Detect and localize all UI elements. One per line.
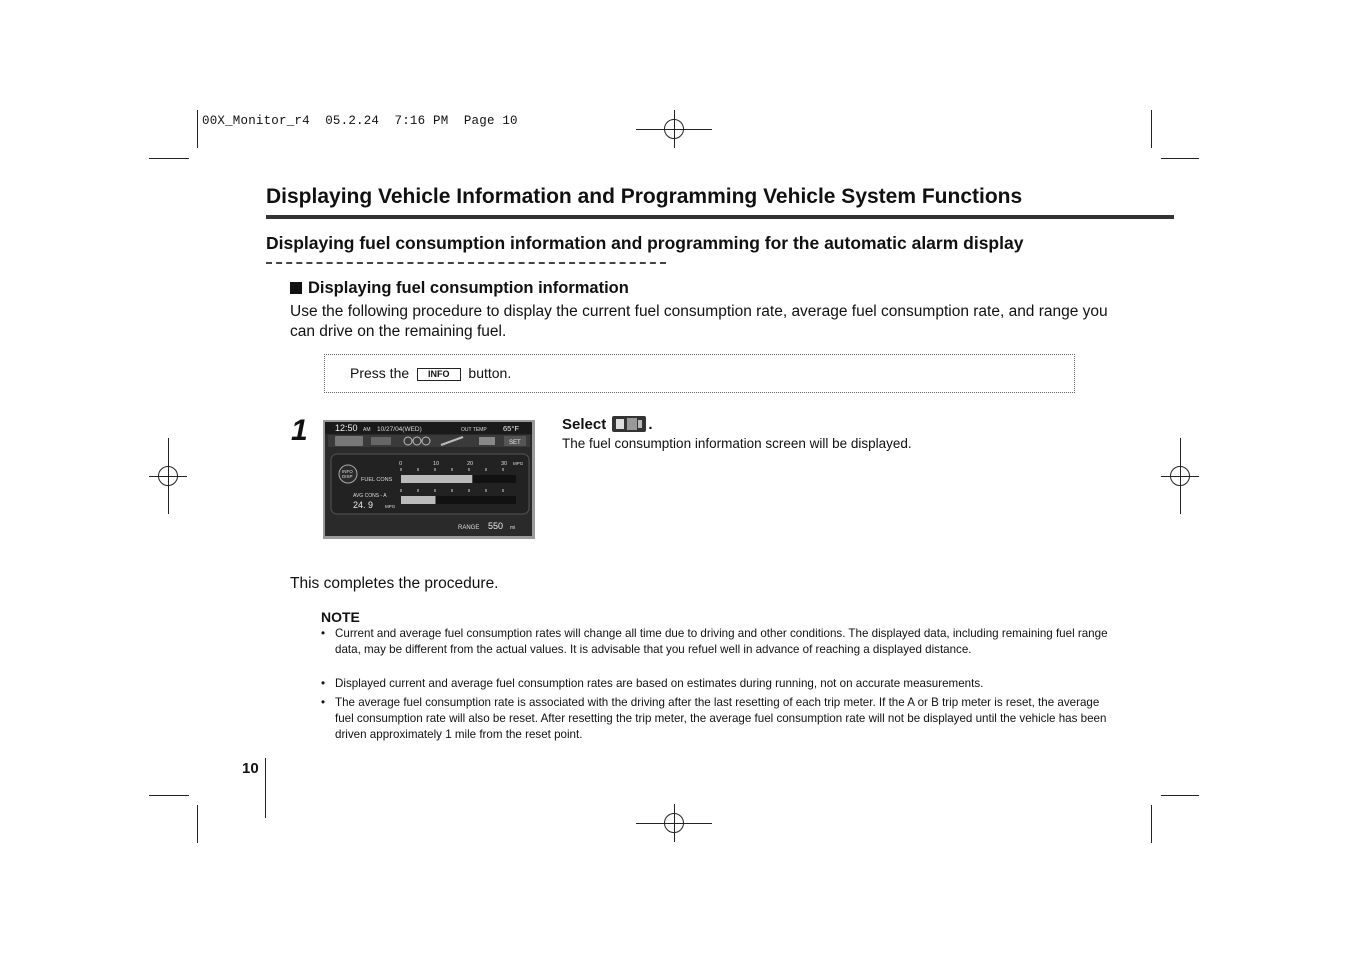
note-text: The average fuel consumption rate is associated with the driving after the last resetting of each trip meter. If the A or B trip meter is reset, the average fuel consumption rate will also be reset. After resetting the trip meter, the average fuel consumption rate will not be displayed until the vehicle has been driven approximately 1 mile from the reset point. bbox=[335, 696, 1107, 741]
bullet-dot-icon: • bbox=[321, 677, 326, 690]
registration-mark bbox=[664, 119, 684, 139]
screen-ampm: AM bbox=[363, 427, 371, 433]
screen-date: 10/27/04(WED) bbox=[377, 426, 422, 433]
screen-scale-tick-label: 10 bbox=[433, 461, 440, 467]
screen-avg-cons-unit: MPG bbox=[385, 504, 396, 509]
fuel-consumption-screen bbox=[323, 420, 535, 539]
screen-settings-icon bbox=[479, 437, 495, 445]
screen-range-unit: mi bbox=[510, 525, 516, 531]
screen-avg-cons-bar bbox=[401, 496, 436, 504]
screen-out-temp-label: OUT TEMP bbox=[461, 427, 487, 433]
print-slug: 00X_Monitor_r4 05.2.24 7:16 PM Page 10 bbox=[202, 114, 518, 128]
press-text-before: Press the bbox=[350, 365, 410, 381]
registration-mark bbox=[1170, 466, 1190, 486]
screen-disp-label: DISP bbox=[342, 474, 353, 479]
note-text: Current and average fuel consumption rates will change all time due to driving and other conditions. The displayed data, including remaining fuel range data, may be different from the actual values. It is advisable that you refuel well in advance of reaching a displayed distance. bbox=[335, 627, 1108, 656]
section-dash-rule bbox=[266, 262, 666, 264]
square-bullet-icon bbox=[290, 282, 302, 294]
note-item bbox=[321, 695, 1121, 743]
select-end: . bbox=[648, 416, 653, 433]
screen-fuel-cons-label: FUEL CONS bbox=[361, 477, 393, 483]
bullet-dot-icon: • bbox=[321, 627, 326, 640]
crop-mark bbox=[149, 795, 189, 796]
screen-avg-cons-label: AVG CONS - A bbox=[353, 493, 387, 499]
screen-range-label: RANGE bbox=[458, 525, 480, 531]
crop-mark bbox=[149, 158, 189, 159]
page-number: 10 bbox=[242, 760, 259, 777]
select-description: The fuel consumption information screen will be displayed. bbox=[562, 436, 912, 451]
subsection-title bbox=[290, 279, 629, 298]
screen-range-value: 550 bbox=[488, 521, 504, 531]
note-item bbox=[321, 626, 1121, 674]
subsection-title-text: Displaying fuel consumption information bbox=[308, 279, 629, 297]
screen-time: 12:50 bbox=[335, 423, 358, 433]
note-text: Displayed current and average fuel consumption rates are based on estimates during running, not on accurate measurements. bbox=[335, 677, 984, 690]
registration-mark bbox=[664, 813, 684, 833]
screen-fuel-cons-bar bbox=[401, 475, 472, 483]
press-text-after: button. bbox=[468, 365, 512, 381]
screen-book-icon bbox=[371, 437, 391, 445]
title-rule bbox=[266, 215, 1174, 219]
screen-out-temp: 65°F bbox=[503, 424, 519, 433]
select-instruction bbox=[562, 416, 653, 433]
note-heading: NOTE bbox=[321, 609, 360, 625]
intro-paragraph: Use the following procedure to display the current fuel consumption rate, average fuel consumption rate, and range you can drive on the remaining fuel. bbox=[290, 303, 1108, 340]
bullet-dot-icon: • bbox=[321, 696, 326, 709]
crop-mark bbox=[1161, 795, 1199, 796]
note-item bbox=[321, 676, 1121, 692]
screen-set-label: SET bbox=[509, 440, 521, 446]
crop-mark bbox=[197, 110, 198, 148]
press-instruction bbox=[350, 365, 511, 381]
registration-mark bbox=[158, 466, 178, 486]
screen-avg-cons-value: 24. 9 bbox=[353, 500, 374, 510]
page-number-rule bbox=[265, 758, 266, 818]
crop-mark bbox=[1151, 805, 1152, 843]
screen-info-label: INFO bbox=[342, 469, 353, 474]
step-number: 1 bbox=[291, 414, 308, 447]
section-title: Displaying fuel consumption information and programming for the automatic alarm display bbox=[266, 233, 1024, 253]
screen-fuel-icon bbox=[335, 436, 363, 446]
screen-scale-tick-label: 30 bbox=[501, 461, 508, 467]
info-button: INFO bbox=[417, 368, 461, 381]
crop-mark bbox=[1161, 158, 1199, 159]
completion-text: This completes the procedure. bbox=[290, 575, 499, 592]
select-label: Select bbox=[562, 416, 607, 433]
screen-scale-unit: MPG bbox=[513, 461, 524, 466]
screen-scale-tick-label: 20 bbox=[467, 461, 474, 467]
page-title: Displaying Vehicle Information and Programming Vehicle System Functions bbox=[266, 185, 1023, 208]
crop-mark bbox=[1151, 110, 1152, 148]
crop-mark bbox=[197, 805, 198, 843]
screen-scale-tick-label: 0 bbox=[399, 461, 403, 467]
fuel-info-icon bbox=[612, 416, 646, 432]
